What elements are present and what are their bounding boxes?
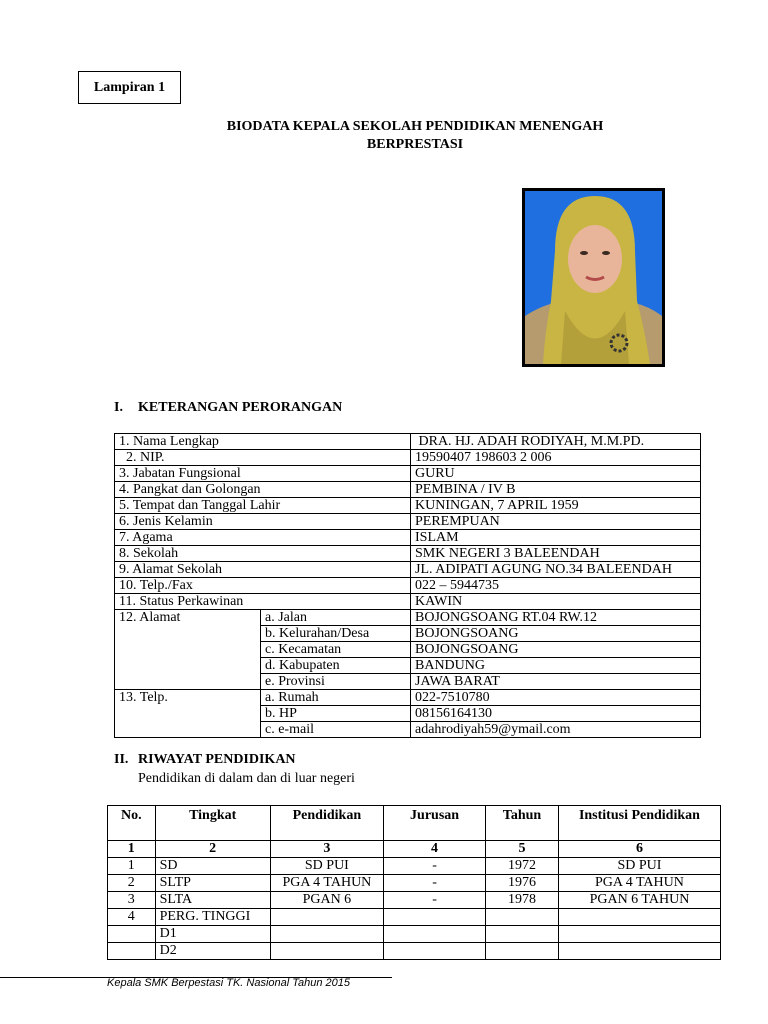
- alamat-value: JAWA BARAT: [411, 674, 701, 690]
- info-value: PEMBINA / IV B: [411, 482, 701, 498]
- education-header: Tahun: [486, 806, 559, 841]
- education-cell: 4: [108, 909, 156, 926]
- alamat-row: [115, 610, 701, 626]
- info-value: 19590407 198603 2 006: [411, 450, 701, 466]
- telp-sub-label: b. HP: [261, 706, 411, 722]
- alamat-group-label: [115, 674, 261, 690]
- telp-row: [115, 706, 701, 722]
- education-cell: PGAN 6 TAHUN: [558, 892, 720, 909]
- alamat-value: BOJONGSOANG: [411, 642, 701, 658]
- education-row: [108, 858, 721, 875]
- education-cell: [486, 943, 559, 960]
- portrait-image: [525, 191, 662, 364]
- education-row: [108, 909, 721, 926]
- alamat-value: BANDUNG: [411, 658, 701, 674]
- alamat-sub-label: e. Provinsi: [261, 674, 411, 690]
- education-cell: [558, 926, 720, 943]
- info-value: KAWIN: [411, 594, 701, 610]
- info-row: [115, 578, 701, 594]
- alamat-sub-label: d. Kabupaten: [261, 658, 411, 674]
- education-index-cell: 6: [558, 841, 720, 858]
- education-cell: PGA 4 TAHUN: [270, 875, 383, 892]
- education-index-cell: 3: [270, 841, 383, 858]
- education-cell: SLTA: [155, 892, 270, 909]
- education-cell: [383, 909, 485, 926]
- alamat-row: [115, 626, 701, 642]
- alamat-row: [115, 642, 701, 658]
- education-cell: D2: [155, 943, 270, 960]
- info-label: 7. Agama: [115, 530, 411, 546]
- telp-row: [115, 690, 701, 706]
- alamat-value: BOJONGSOANG RT.04 RW.12: [411, 610, 701, 626]
- personal-info-table: [114, 433, 701, 738]
- info-label: 4. Pangkat dan Golongan: [115, 482, 411, 498]
- info-row: [115, 498, 701, 514]
- education-cell: 1972: [486, 858, 559, 875]
- section-subtitle: Pendidikan di dalam dan di luar negeri: [138, 771, 355, 786]
- info-value: PEREMPUAN: [411, 514, 701, 530]
- info-value: DRA. HJ. ADAH RODIYAH, M.M.PD.: [411, 434, 701, 450]
- education-index-cell: 1: [108, 841, 156, 858]
- education-cell: -: [383, 875, 485, 892]
- education-index-row: [108, 841, 721, 858]
- telp-group-label: [115, 722, 261, 738]
- education-cell: PERG. TINGGI: [155, 909, 270, 926]
- alamat-value: BOJONGSOANG: [411, 626, 701, 642]
- telp-value: adahrodiyah59@ymail.com: [411, 722, 701, 738]
- info-label: 6. Jenis Kelamin: [115, 514, 411, 530]
- education-index-cell: 4: [383, 841, 485, 858]
- info-value: ISLAM: [411, 530, 701, 546]
- education-cell: 2: [108, 875, 156, 892]
- info-row: [115, 594, 701, 610]
- education-row: [108, 926, 721, 943]
- info-row: [115, 514, 701, 530]
- alamat-sub-label: a. Jalan: [261, 610, 411, 626]
- telp-value: 022-7510780: [411, 690, 701, 706]
- education-cell: [108, 943, 156, 960]
- section-heading-keterangan: I. KETERANGAN PERORANGAN: [114, 400, 343, 415]
- education-cell: [108, 926, 156, 943]
- education-cell: D1: [155, 926, 270, 943]
- education-cell: [558, 943, 720, 960]
- alamat-row: [115, 658, 701, 674]
- info-value: JL. ADIPATI AGUNG NO.34 BALEENDAH: [411, 562, 701, 578]
- education-row: [108, 943, 721, 960]
- info-row: [115, 530, 701, 546]
- education-index-cell: 2: [155, 841, 270, 858]
- info-label: 9. Alamat Sekolah: [115, 562, 411, 578]
- info-row: [115, 434, 701, 450]
- info-row: [115, 482, 701, 498]
- education-cell: PGA 4 TAHUN: [558, 875, 720, 892]
- education-header: Pendidikan: [270, 806, 383, 841]
- telp-sub-label: c. e-mail: [261, 722, 411, 738]
- alamat-group-label: [115, 642, 261, 658]
- profile-photo: [522, 188, 665, 367]
- info-value: 022 – 5944735: [411, 578, 701, 594]
- education-cell: PGAN 6: [270, 892, 383, 909]
- education-cell: 1: [108, 858, 156, 875]
- info-value: GURU: [411, 466, 701, 482]
- telp-group-label: 13. Telp.: [115, 690, 261, 706]
- alamat-sub-label: b. Kelurahan/Desa: [261, 626, 411, 642]
- footer-text: Kepala SMK Berpestasi TK. Nasional Tahun 2015: [107, 977, 350, 989]
- education-cell: [558, 909, 720, 926]
- education-cell: SD: [155, 858, 270, 875]
- education-cell: [270, 909, 383, 926]
- telp-row: [115, 722, 701, 738]
- info-value: KUNINGAN, 7 APRIL 1959: [411, 498, 701, 514]
- education-table: [107, 805, 721, 960]
- document-title: [130, 118, 700, 154]
- info-label: 1. Nama Lengkap: [115, 434, 411, 450]
- telp-sub-label: a. Rumah: [261, 690, 411, 706]
- education-cell: 1978: [486, 892, 559, 909]
- alamat-row: [115, 674, 701, 690]
- alamat-group-label: [115, 626, 261, 642]
- education-cell: -: [383, 892, 485, 909]
- info-label: 5. Tempat dan Tanggal Lahir: [115, 498, 411, 514]
- telp-value: 08156164130: [411, 706, 701, 722]
- education-row: [108, 875, 721, 892]
- title-line-2: BERPRESTASI: [366, 137, 464, 152]
- education-header: Tingkat: [155, 806, 270, 841]
- education-cell: [486, 926, 559, 943]
- education-cell: -: [383, 858, 485, 875]
- info-row: [115, 450, 701, 466]
- section-heading-riwayat: II. RIWAYAT PENDIDIKAN: [114, 752, 296, 767]
- info-label: 8. Sekolah: [115, 546, 411, 562]
- education-cell: [486, 909, 559, 926]
- education-cell: SLTP: [155, 875, 270, 892]
- education-cell: 3: [108, 892, 156, 909]
- info-value: SMK NEGERI 3 BALEENDAH: [411, 546, 701, 562]
- education-cell: [383, 943, 485, 960]
- education-index-cell: 5: [486, 841, 559, 858]
- alamat-sub-label: c. Kecamatan: [261, 642, 411, 658]
- education-cell: SD PUI: [270, 858, 383, 875]
- info-label: 3. Jabatan Fungsional: [115, 466, 411, 482]
- alamat-group-label: [115, 658, 261, 674]
- info-row: [115, 546, 701, 562]
- info-label: 11. Status Perkawinan: [115, 594, 411, 610]
- alamat-group-label: 12. Alamat: [115, 610, 261, 626]
- education-header: No.: [108, 806, 156, 841]
- lampiran-label: Lampiran 1: [78, 71, 181, 104]
- education-cell: SD PUI: [558, 858, 720, 875]
- education-header: Institusi Pendidikan: [558, 806, 720, 841]
- info-row: [115, 466, 701, 482]
- education-cell: [383, 926, 485, 943]
- info-label: 2. NIP.: [115, 450, 411, 466]
- telp-group-label: [115, 706, 261, 722]
- education-cell: [270, 943, 383, 960]
- info-row: [115, 562, 701, 578]
- education-header: Jurusan: [383, 806, 485, 841]
- education-cell: 1976: [486, 875, 559, 892]
- education-row: [108, 892, 721, 909]
- education-cell: [270, 926, 383, 943]
- title-line-1: BIODATA KEPALA SEKOLAH PENDIDIKAN MENENGAH: [226, 119, 604, 134]
- info-label: 10. Telp./Fax: [115, 578, 411, 594]
